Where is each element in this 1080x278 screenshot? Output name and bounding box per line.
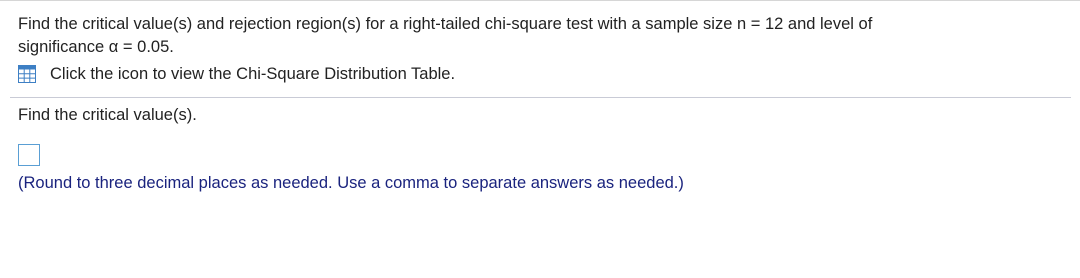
rounding-hint: (Round to three decimal places as needed. Use a comma to separate answers as needed.)	[18, 174, 684, 192]
top-divider	[0, 0, 1080, 1]
section-divider	[10, 97, 1071, 98]
chi-square-table-link[interactable]	[18, 63, 455, 85]
question-text	[18, 13, 1018, 59]
table-link-label: Click the icon to view the Chi-Square Distribution Table.	[50, 64, 456, 83]
critical-value-answer-input[interactable]	[18, 144, 40, 166]
question-line-2: significance α = 0.05.	[18, 38, 174, 56]
table-icon[interactable]	[18, 65, 36, 83]
critical-value-prompt: Find the critical value(s).	[18, 106, 197, 124]
question-line-1: Find the critical value(s) and rejection region(s) for a right-tailed chi-square test with a sample size n = 12 and level of	[18, 15, 873, 33]
